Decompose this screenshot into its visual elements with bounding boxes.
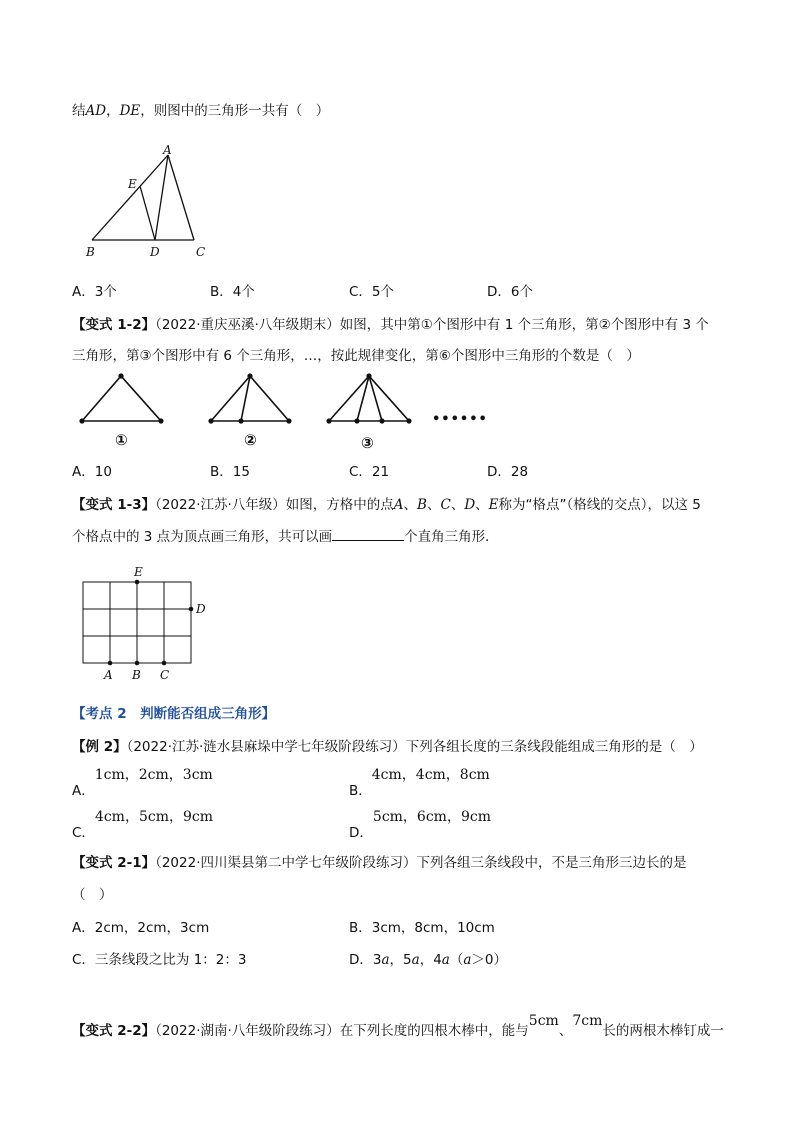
label-A: A [104, 668, 113, 682]
option-d: D．5cm，6cm，9cm [349, 809, 491, 841]
question-continuation: 结AD，DE，则图中的三角形一共有（ ） [72, 103, 330, 119]
variant-1-3-line2: 个格点中的 3 点为顶点画三角形，共可以画 个直角三角形． [72, 526, 499, 547]
option-c: C．4cm，5cm，9cm [72, 809, 214, 841]
option-d: D．3a，5a，4a（a＞0） [349, 952, 508, 968]
option-c: C．21 [349, 464, 390, 480]
figure-number-3: ③ [361, 434, 374, 452]
label-A: A [163, 143, 172, 157]
label-E: E [134, 565, 143, 579]
label-E: E [128, 177, 137, 191]
variant-1-3-line1: 【变式 1-3】（2022·江苏·八年级）如图，方格中的点A、B、C、D、E称为“格点”（格线的交点），以这 5 [72, 497, 701, 513]
triangle-sequence-figure [74, 370, 514, 454]
option-b: B．15 [210, 464, 250, 480]
ellipsis-dots: •••••• [432, 412, 488, 427]
figure-number-2: ② [244, 431, 257, 449]
option-b: B．4cm，4cm，8cm [349, 767, 490, 799]
option-a: A．3个 [72, 284, 117, 300]
variant-2-1-paren: （ ） [72, 887, 113, 903]
option-a: A．2cm，2cm，3cm [72, 920, 210, 936]
label-D: D [150, 245, 160, 259]
label-C: C [160, 668, 170, 682]
option-b: B．4个 [210, 284, 255, 300]
variant-1-2-line1: 【变式 1-2】（2022·重庆巫溪·八年级期末）如图，其中第①个图形中有 1 个三角形，第②个图形中有 3 个 [72, 317, 709, 333]
figure-number-1: ① [115, 431, 128, 449]
label-C: C [196, 245, 206, 259]
variant-1-2-line2: 三角形，第③个图形中有 6 个三角形，…，按此规律变化，第⑥个图形中三角形的个数是（ ） [72, 348, 640, 364]
answer-blank[interactable] [332, 526, 404, 541]
label-B: B [86, 245, 95, 259]
label-D: D [196, 602, 206, 616]
variant-2-2-question: 【变式 2-2】（2022·湖南·八年级阶段练习）在下列长度的四根木棒中，能与5cm、7cm长的两根木棒钉成一 [72, 1013, 724, 1039]
variant-2-1-question: 【变式 2-1】（2022·四川渠县第二中学七年级阶段练习）下列各组三条线段中，不是三角形三边长的是 [72, 855, 687, 871]
triangle-figure [80, 140, 220, 260]
option-d: D．28 [487, 464, 529, 480]
option-c: C．三条线段之比为 1：2：3 [72, 952, 247, 968]
label-B: B [132, 668, 141, 682]
option-d: D．6个 [487, 284, 533, 300]
option-a: A．1cm，2cm，3cm [72, 767, 213, 799]
grid-figure [76, 560, 216, 688]
example-2-question: 【例 2】（2022·江苏·涟水县麻垛中学七年级阶段练习）下列各组长度的三条线段能组成三角形的是（ ） [72, 739, 703, 755]
option-c: C．5个 [349, 284, 395, 300]
option-a: A．10 [72, 464, 112, 480]
section-heading: 【考点 2 判断能否组成三角形】 [72, 706, 276, 722]
option-b: B．3cm，8cm，10cm [349, 920, 495, 936]
